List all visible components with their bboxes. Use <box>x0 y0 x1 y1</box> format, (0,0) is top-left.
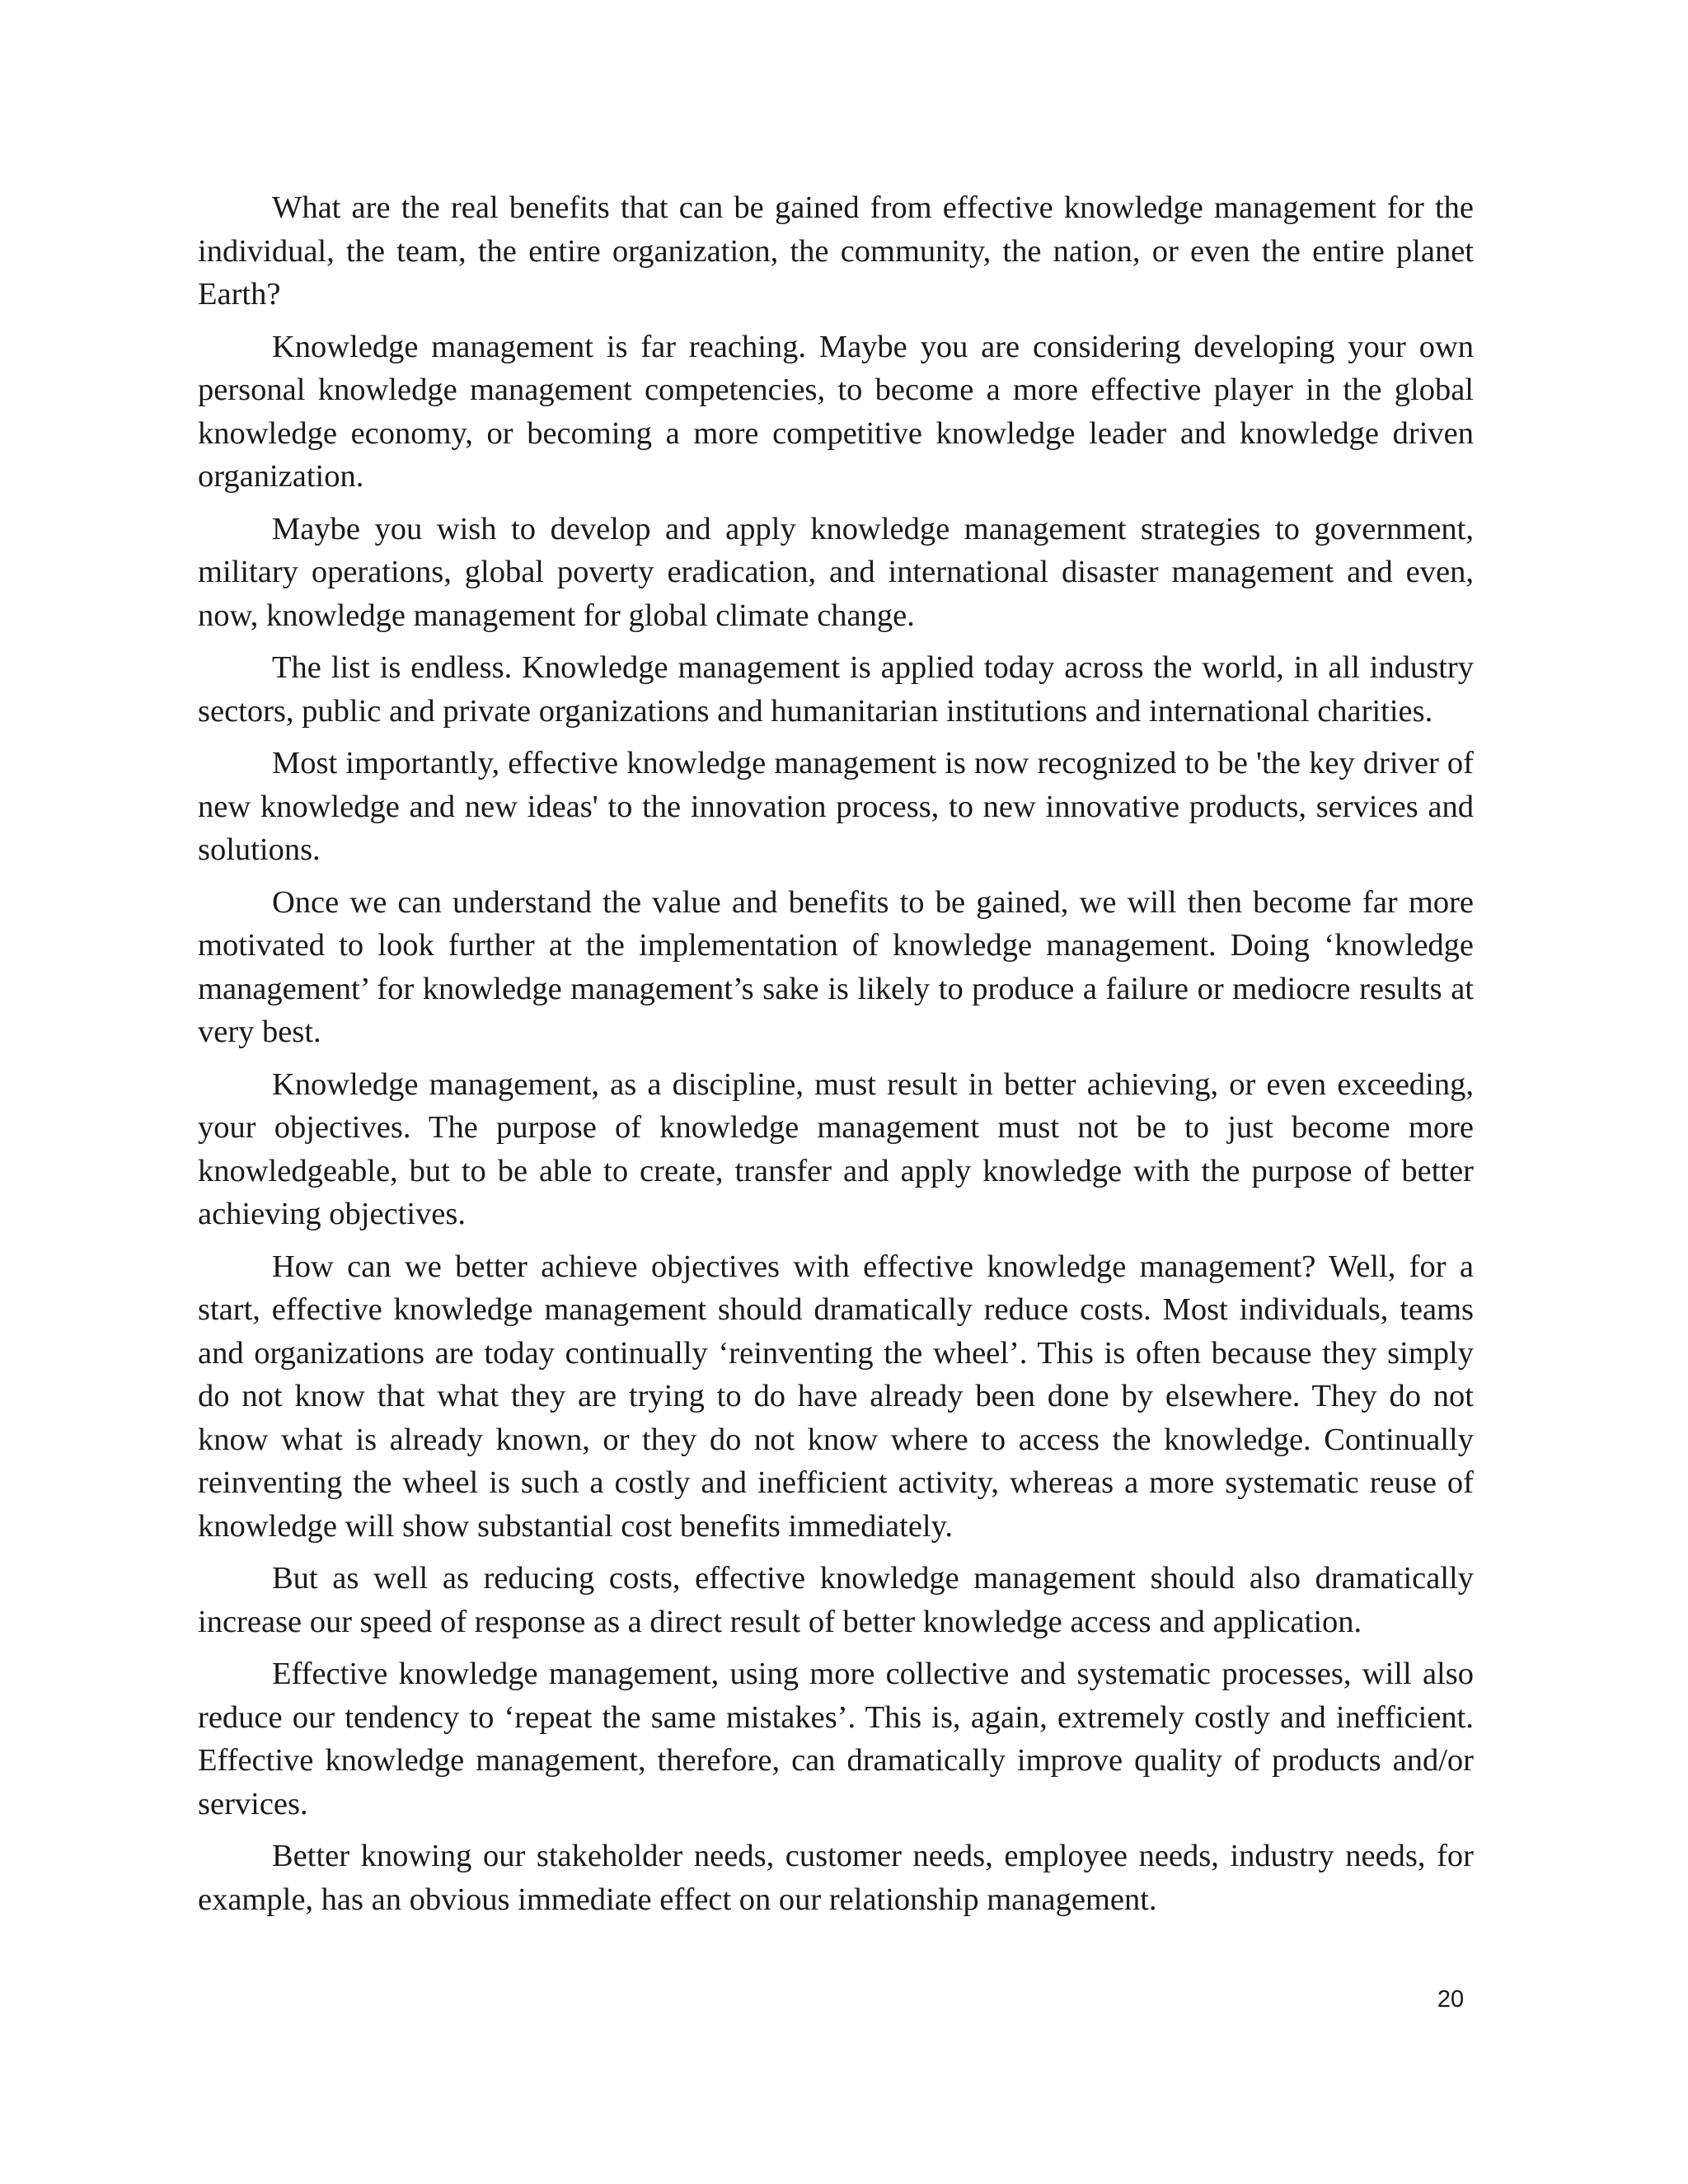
paragraph-repeat-mistakes: Effective knowledge management, using more collective and systematic processes, will also reduce our tendency to ‘repeat the same mistakes’. This is, again, extremely costly and inefficient. Effective knowledge management, therefore, can dramatically improve quality of products and/or services. <box>198 1657 1474 1821</box>
page-body <box>198 186 1474 1930</box>
paragraph-value-motivation: Once we can understand the value and benefits to be gained, we will then become far more motivated to look further at the implementation of knowledge management. Doing ‘knowledge management’ for knowledge management’s sake is likely to produce a failure or mediocre results at very best. <box>198 884 1474 1049</box>
paragraph-stakeholder-needs: Better knowing our stakeholder needs, customer needs, employee needs, industry needs, for example, has an obvious immediate effect on our relationship management. <box>198 1839 1474 1917</box>
paragraph-far-reaching: Knowledge management is far reaching. Maybe you are considering developing your own personal knowledge management competencies, to become a more effective player in the global knowledge economy, or becoming a more competitive knowledge leader and knowledge driven organization. <box>198 329 1474 494</box>
paragraph-innovation-driver: Most importantly, effective knowledge management is now recognized to be 'the key driver of new knowledge and new ideas' to the innovation process, to new innovative products, services and solutions. <box>198 746 1474 867</box>
paragraph-real-benefits: What are the real benefits that can be gained from effective knowledge management for the individual, the team, the entire organization, the community, the nation, or even the entire planet Earth? <box>198 190 1474 312</box>
paragraph-strategies: Maybe you wish to develop and apply knowledge management strategies to government, military operations, global poverty eradication, and international disaster management and even, now, knowledge management for global climate change. <box>198 511 1474 633</box>
paragraph-reduce-costs: How can we better achieve objectives with effective knowledge management? Well, for a start, effective knowledge management should dramatically reduce costs. Most individuals, teams and organizations are today continually ‘reinventing the wheel’. This is often because they simply do not know that what they are trying to do have already been done by elsewhere. They do not know what is already known, or they do not know where to access the knowledge. Continually reinventing the wheel is such a costly and inefficient activity, whereas a more systematic reuse of knowledge will show substantial cost benefits immediately. <box>198 1249 1474 1544</box>
paragraph-list-endless: The list is endless. Knowledge management is applied today across the world, in all industry sectors, public and private organizations and humanitarian institutions and international charities. <box>198 650 1474 729</box>
paragraph-speed-of-response: But as well as reducing costs, effective knowledge management should also dramatically increase our speed of response as a direct result of better knowledge access and application. <box>198 1561 1474 1639</box>
page-number: 20 <box>1437 1986 1465 2013</box>
paragraph-discipline: Knowledge management, as a discipline, must result in better achieving, or even exceeding, your objectives. The purpose of knowledge management must not be to just become more knowledgeable, but to be able to create, transfer and apply knowledge with the purpose of better achieving objectives. <box>198 1066 1474 1231</box>
